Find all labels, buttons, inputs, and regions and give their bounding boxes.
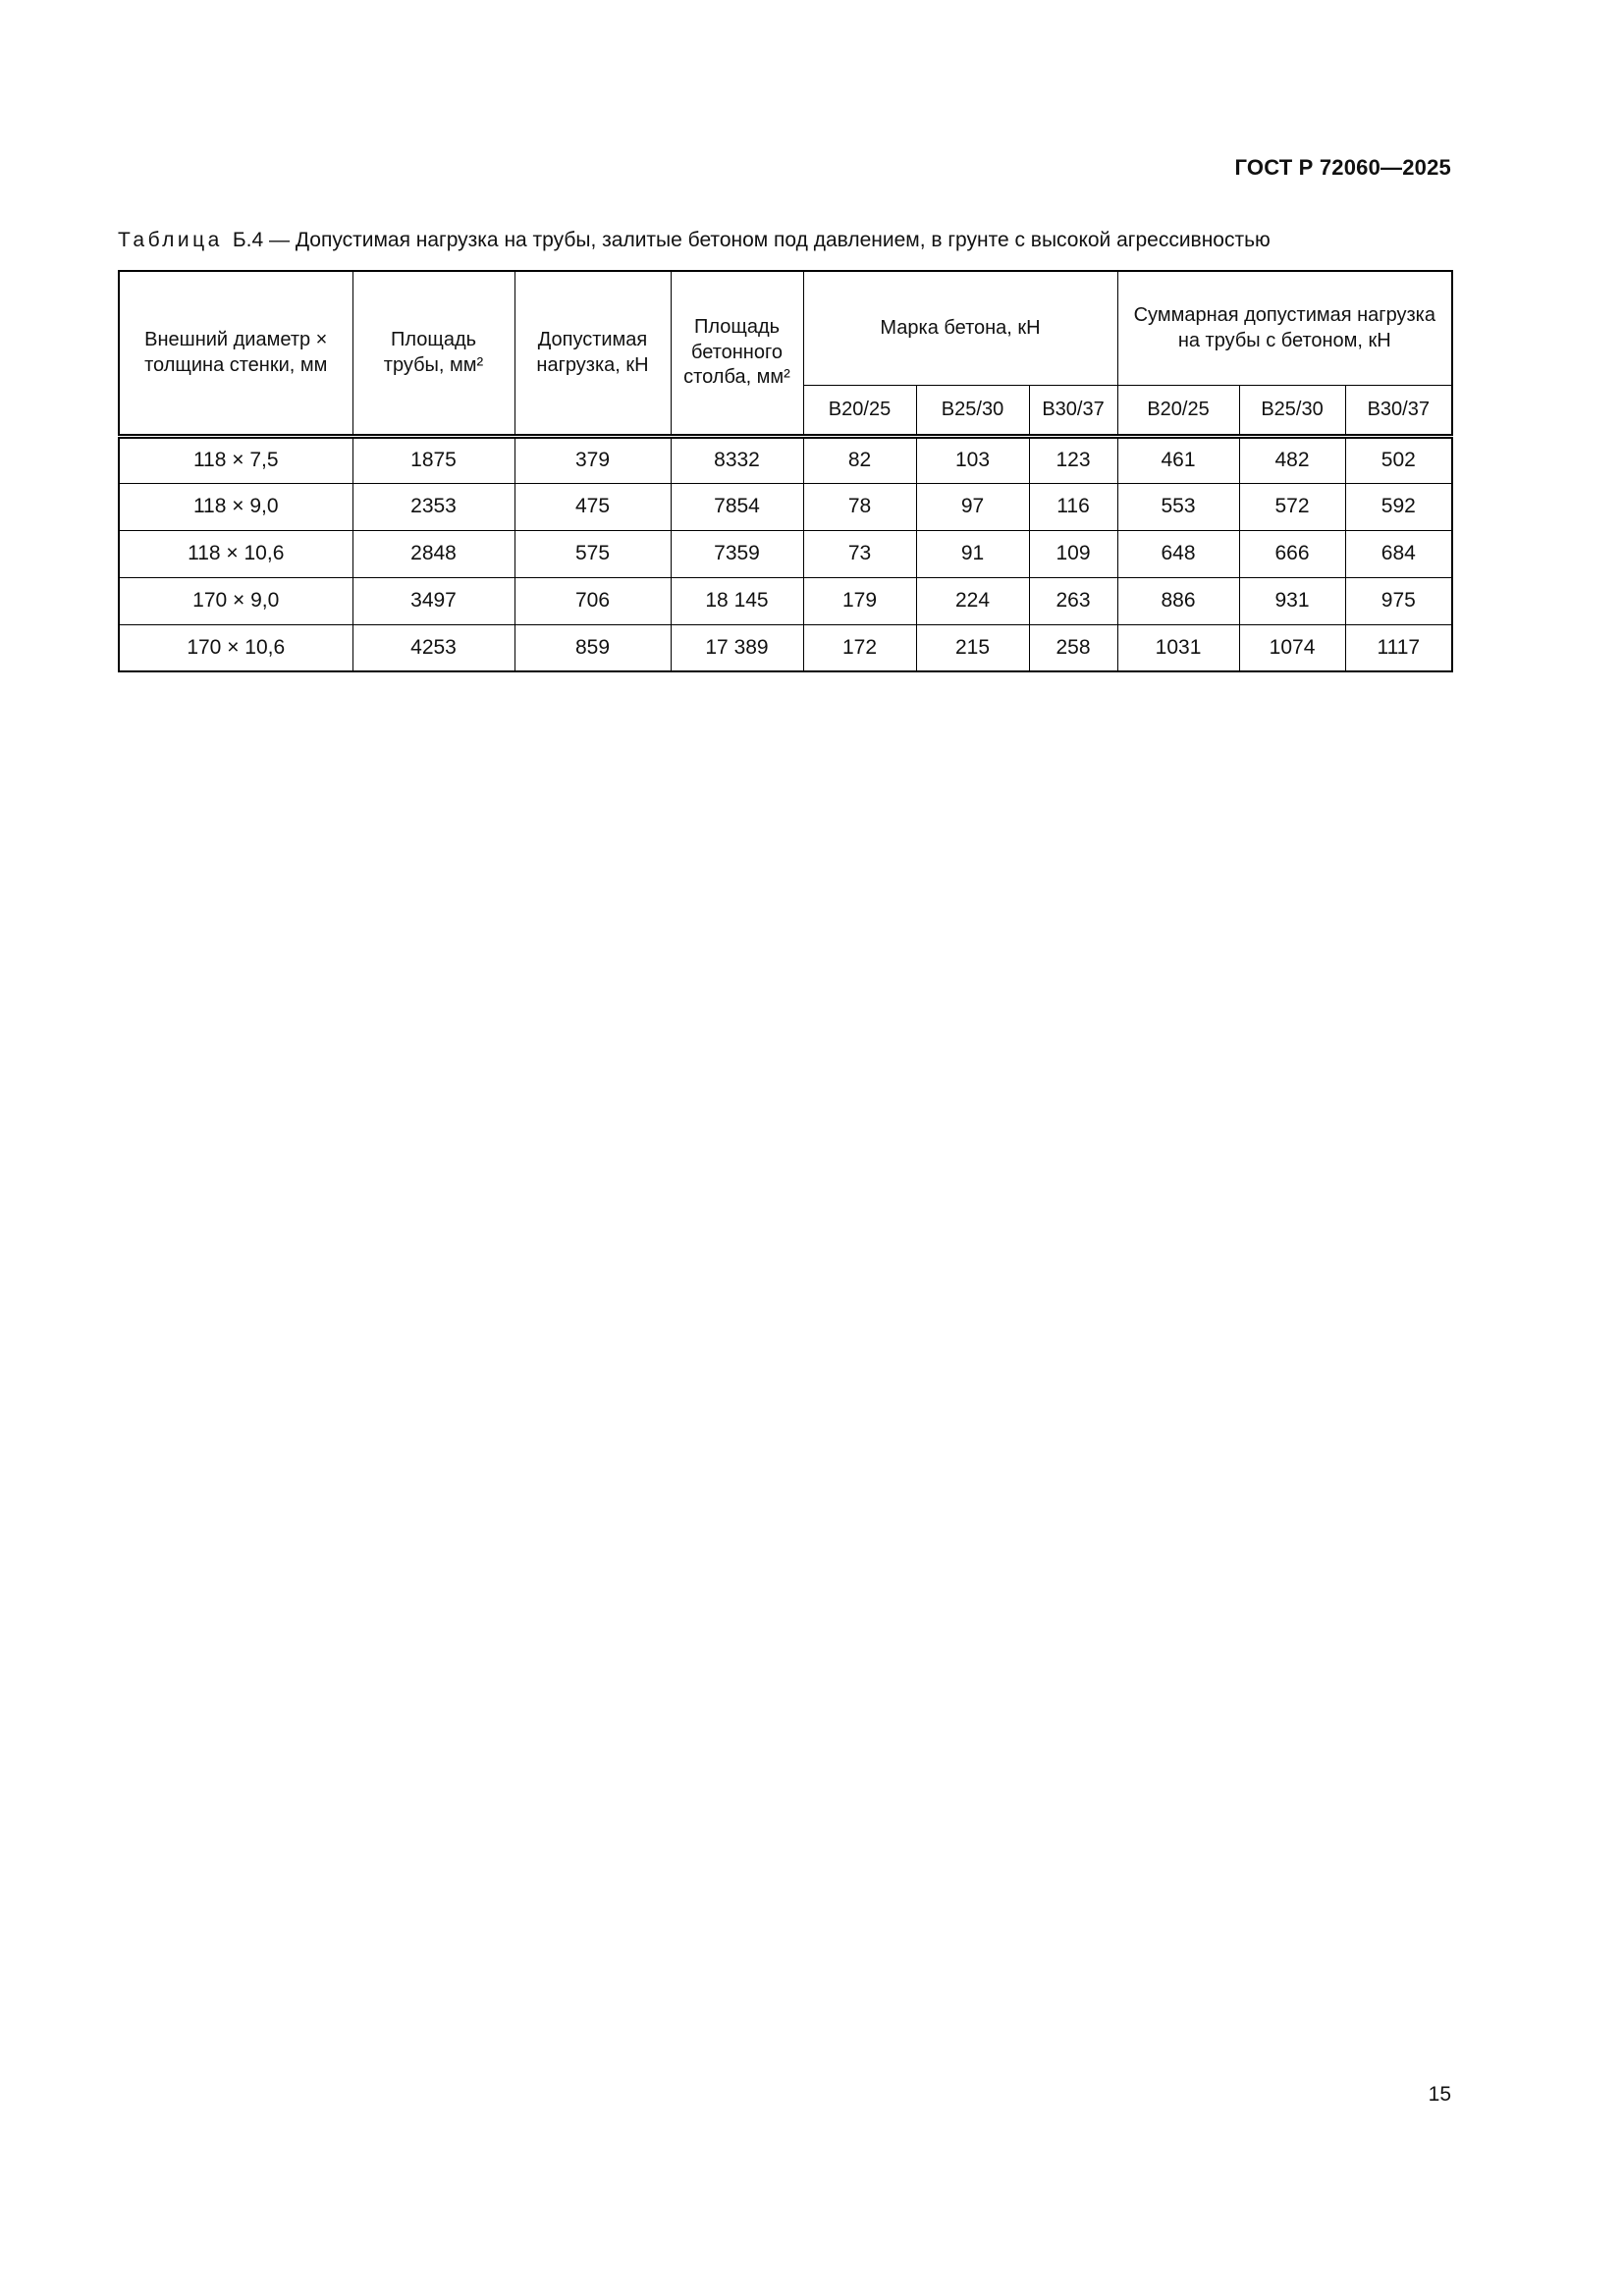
running-header (118, 155, 1451, 181)
table-cell: 3497 (352, 577, 514, 624)
table-row (119, 577, 1452, 624)
col-header-grade-b3037: В30/37 (1029, 385, 1117, 436)
table-cell: 575 (514, 530, 671, 577)
table-row (119, 483, 1452, 530)
col-header-diameter: Внешний диаметр × толщина стенки, мм (119, 271, 352, 436)
table-row (119, 436, 1452, 483)
table-cell: 706 (514, 577, 671, 624)
table-cell: 17 389 (671, 624, 803, 671)
table-body (119, 436, 1452, 671)
table-head (119, 271, 1452, 436)
table-cell: 172 (803, 624, 916, 671)
caption-dash: — (268, 229, 290, 251)
table-cell: 572 (1239, 483, 1345, 530)
table-cell: 1031 (1117, 624, 1239, 671)
table-cell: 103 (916, 436, 1029, 483)
table-cell: 648 (1117, 530, 1239, 577)
table-cell: 91 (916, 530, 1029, 577)
table-cell: 18 145 (671, 577, 803, 624)
caption-text: Допустимая нагрузка на трубы, залитые бетоном под давлением, в грунте с высокой агрессивностью (295, 229, 1271, 251)
table-cell: 118 × 9,0 (119, 483, 352, 530)
table-cell: 170 × 9,0 (119, 577, 352, 624)
table-cell: 482 (1239, 436, 1345, 483)
col-header-pipe-area: Площадь трубы, мм² (352, 271, 514, 436)
table-cell: 1117 (1345, 624, 1452, 671)
table-cell: 215 (916, 624, 1029, 671)
page-number: 15 (1428, 2083, 1451, 2106)
table-cell: 666 (1239, 530, 1345, 577)
table-row (119, 624, 1452, 671)
col-group-total-load: Суммарная допустимая нагрузка на трубы с бетоном, кН (1117, 271, 1452, 385)
table-cell: 224 (916, 577, 1029, 624)
table-cell: 170 × 10,6 (119, 624, 352, 671)
table-row (119, 530, 1452, 577)
col-header-grade-b2530: В25/30 (1239, 385, 1345, 436)
col-group-concrete-grade: Марка бетона, кН (803, 271, 1117, 385)
table-cell: 8332 (671, 436, 803, 483)
table-cell: 461 (1117, 436, 1239, 483)
table-cell: 975 (1345, 577, 1452, 624)
table-cell: 7854 (671, 483, 803, 530)
table-cell: 263 (1029, 577, 1117, 624)
table-cell: 1074 (1239, 624, 1345, 671)
table-cell: 475 (514, 483, 671, 530)
table-cell: 118 × 10,6 (119, 530, 352, 577)
table-cell: 97 (916, 483, 1029, 530)
table-cell: 931 (1239, 577, 1345, 624)
table-cell: 179 (803, 577, 916, 624)
table-cell: 258 (1029, 624, 1117, 671)
table-cell: 2848 (352, 530, 514, 577)
content-area (118, 0, 1451, 672)
col-header-grade-b2530: В25/30 (916, 385, 1029, 436)
table-cell: 553 (1117, 483, 1239, 530)
table-cell: 684 (1345, 530, 1452, 577)
table-cell: 2353 (352, 483, 514, 530)
table-cell: 123 (1029, 436, 1117, 483)
col-header-allowed-load: Допустимая нагрузка, кН (514, 271, 671, 436)
table-cell: 592 (1345, 483, 1452, 530)
table-cell: 82 (803, 436, 916, 483)
col-header-grade-b2025: В20/25 (1117, 385, 1239, 436)
table-cell: 7359 (671, 530, 803, 577)
col-header-grade-b3037: В30/37 (1345, 385, 1452, 436)
table-caption (118, 226, 1451, 254)
table-cell: 379 (514, 436, 671, 483)
table-cell: 118 × 7,5 (119, 436, 352, 483)
table-cell: 116 (1029, 483, 1117, 530)
table-cell: 4253 (352, 624, 514, 671)
col-header-concrete-area: Площадь бетонного столба, мм² (671, 271, 803, 436)
caption-label: Таблица (118, 229, 223, 251)
table-cell: 859 (514, 624, 671, 671)
table-cell: 886 (1117, 577, 1239, 624)
table-cell: 73 (803, 530, 916, 577)
table-cell: 502 (1345, 436, 1452, 483)
table-cell: 1875 (352, 436, 514, 483)
table-cell: 78 (803, 483, 916, 530)
table-cell: 109 (1029, 530, 1117, 577)
load-table (118, 270, 1453, 672)
header-row-groups (119, 271, 1452, 385)
col-header-grade-b2025: В20/25 (803, 385, 916, 436)
doc-number: ГОСТ Р 72060—2025 (1234, 155, 1451, 180)
caption-number: Б.4 (232, 229, 264, 251)
